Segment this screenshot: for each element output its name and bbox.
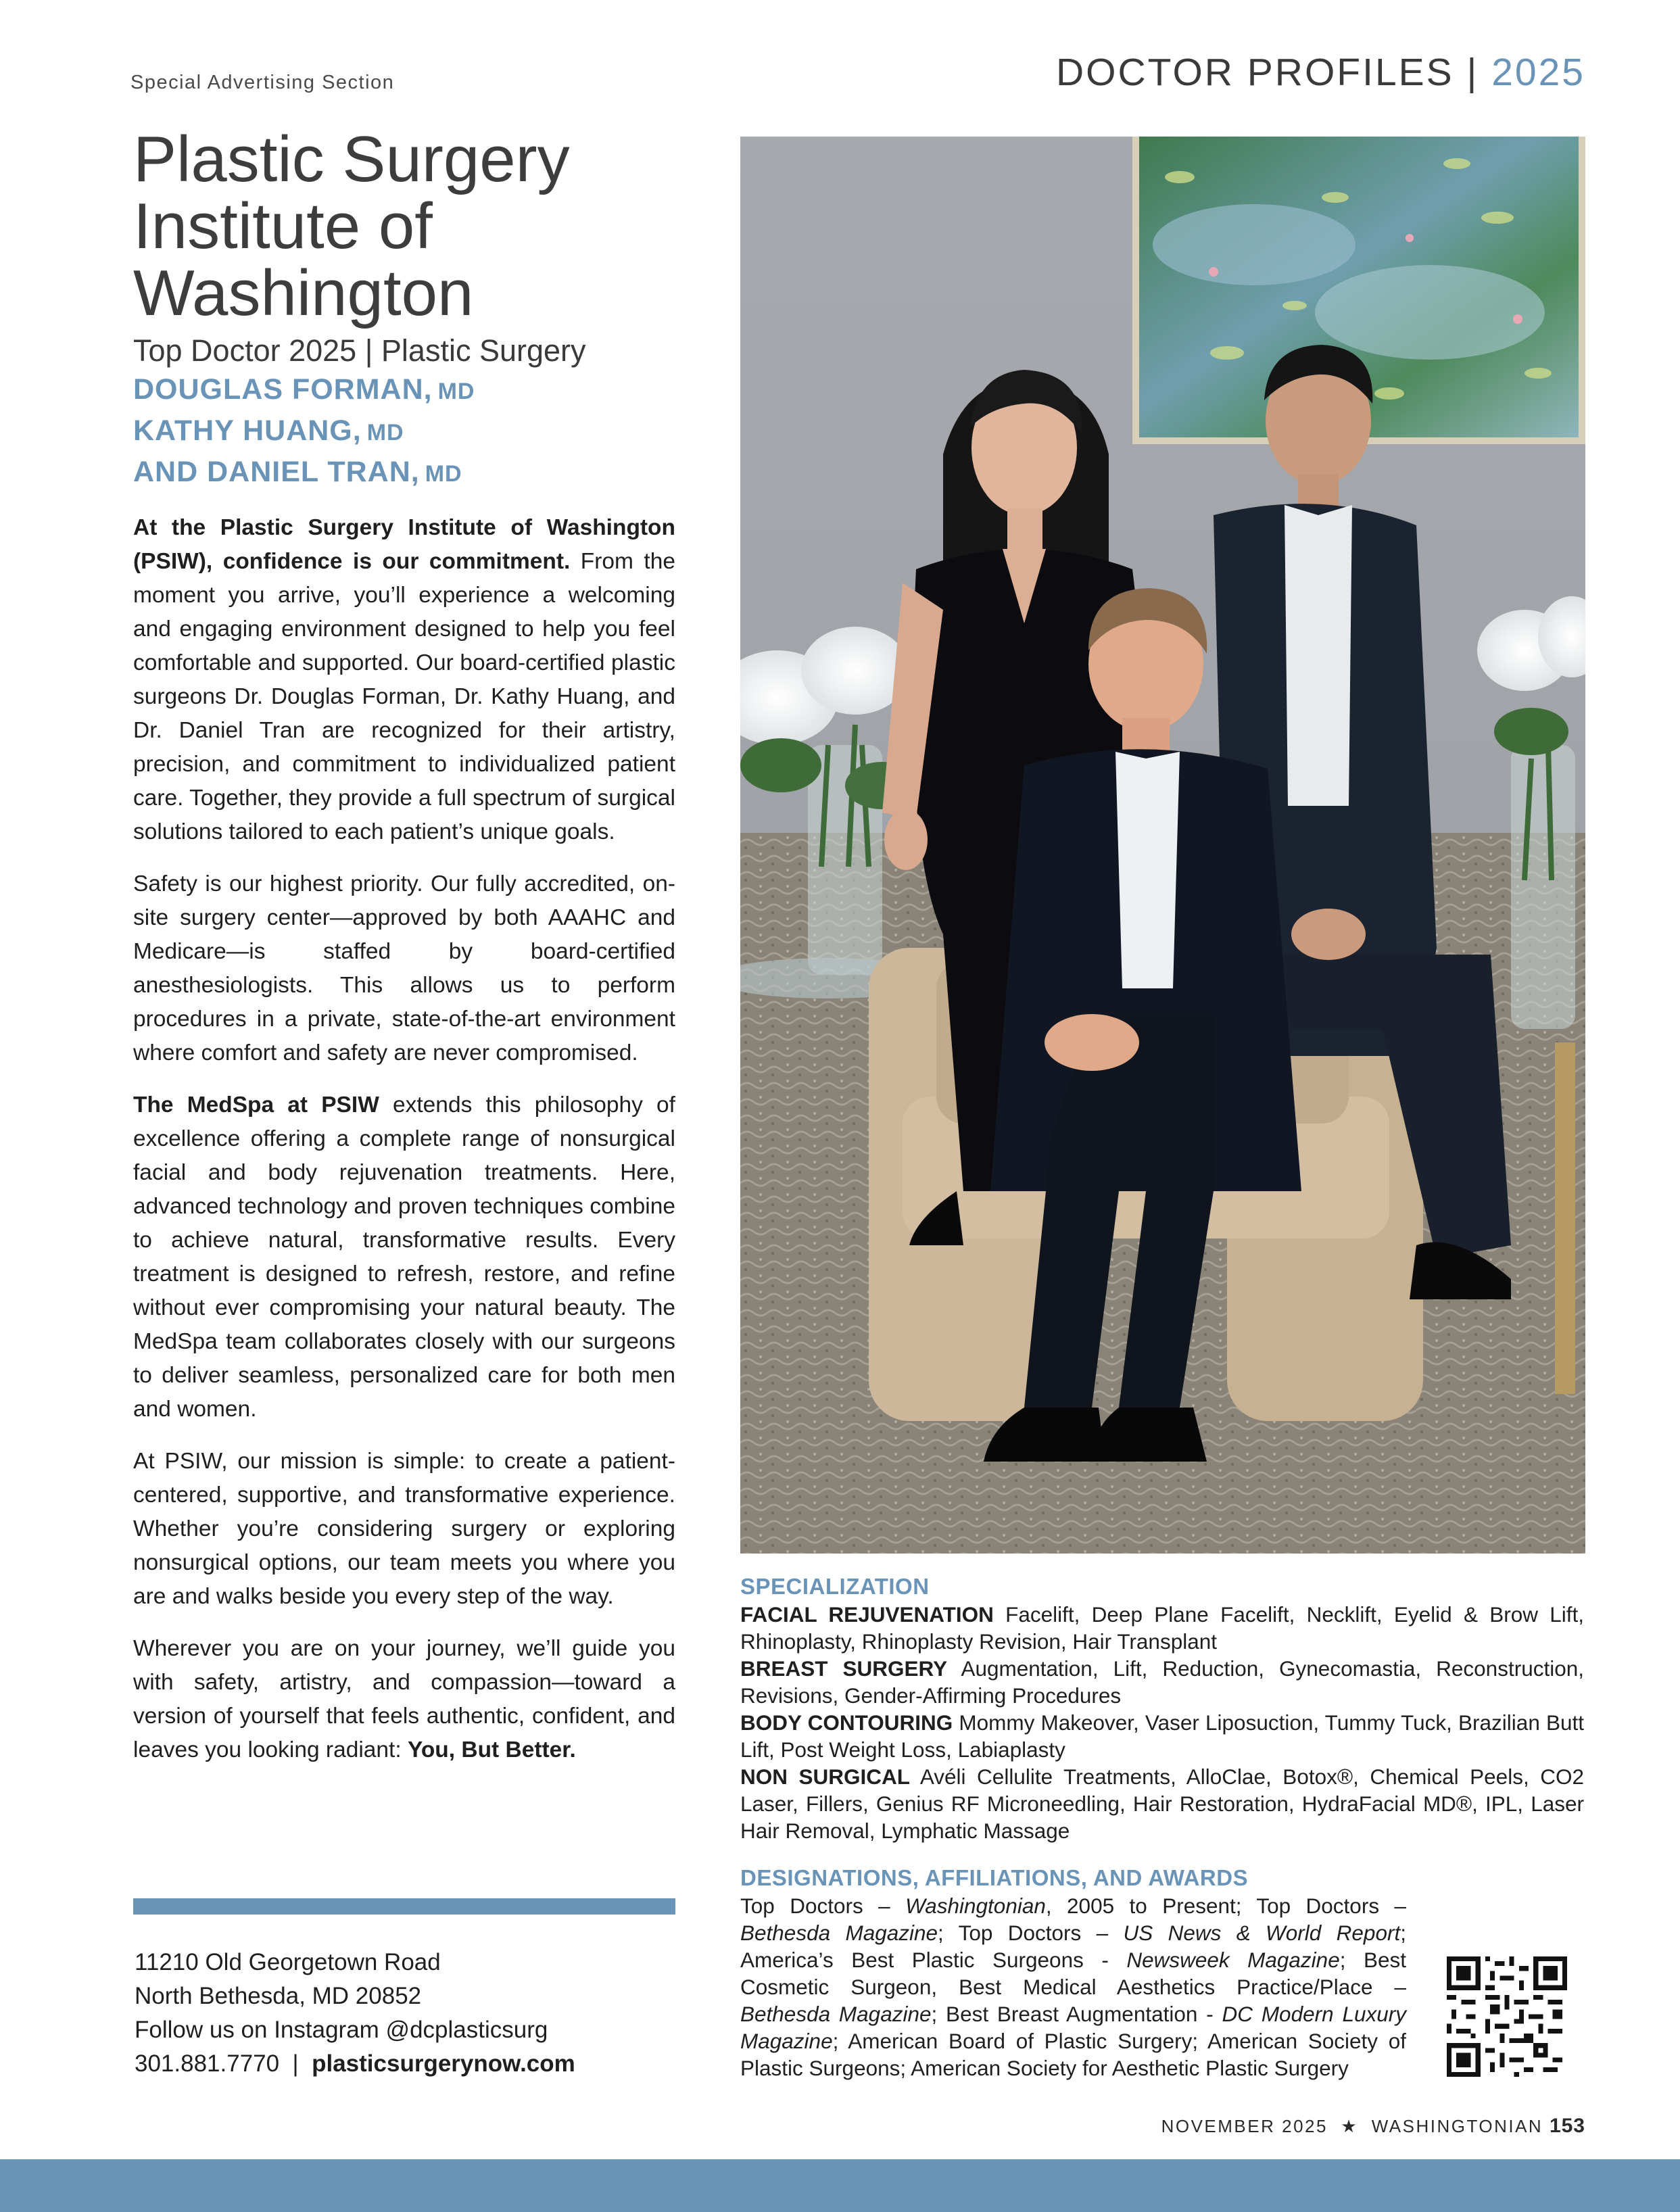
publication-name: Washingtonian [905,1894,1046,1918]
specialization-item [740,1601,1584,1655]
paragraph-lead: The MedSpa at PSIW [133,1092,379,1117]
body-paragraph [133,511,675,849]
page-number: 153 [1549,2115,1585,2137]
specialization-text: Augmentation, Lift, Reduction, Gynecomastia, Reconstruction, Revisions, Gender-Affirming Procedures [740,1656,1584,1708]
publication-name: Bethesda Magazine [740,2002,932,2026]
specialization-item [740,1655,1584,1709]
specialization-item [740,1763,1584,1844]
address-line: North Bethesda, MD 20852 [135,1983,422,2009]
designation-text: ; America’s Best Plastic Surgeons - [740,1921,1406,1972]
doctor-credential: MD [437,379,475,404]
designation-text: Top Doctors – [740,1894,906,1918]
contact-block [135,1946,575,2081]
specialization-label: BREAST SURGERY [740,1656,948,1681]
specialization-text: Avéli Cellulite Treatments, AlloClae, Botox®, Chemical Peels, CO2 Laser, Fillers, Genius RF Microneedling, Hair Restoration, HydraFacial MD®, IPL, Laser Hair Removal, Lymphatic Massage [740,1764,1584,1843]
accent-divider [133,1898,675,1915]
paragraph-text: extends this philosophy of excellence offering a complete range of nonsurgical facial and body rejuvenation treatments. Here, advanced technology and proven techniques combine to achieve natural, transformative results. Every treatment is designed to refresh, restore, and refine without ever compromising your natural beauty. The MedSpa team collaborates closely with our surgeons to deliver seamless, personalized care for both men and women. [133,1092,675,1422]
instagram-handle: Follow us on Instagram @dcplasticsurg [135,2017,548,2043]
doctor-name-text: AND DANIEL TRAN, [133,456,420,488]
specialization-item [740,1709,1584,1763]
publication-name: US News & World Report [1123,1921,1401,1945]
doctor-name [133,452,675,494]
designations-section [740,1864,1406,2082]
section-label: Special Advertising Section [130,72,395,93]
body-paragraph [133,1632,675,1767]
tagline: You, But Better. [407,1737,576,1762]
designations-text [740,1892,1406,2082]
body-paragraph: Safety is our highest priority. Our fully accredited, on-site surgery center—approved by both AAAHC and Medicare—is staffed by board-certified anesthesiologists. This allows us to perform procedures in a private, state-of-the-art environment where comfort and safety are never compromised. [133,871,675,1065]
doctors-group-photo [740,137,1585,1554]
designation-text: ; Top Doctors – [938,1921,1124,1945]
footer-accent-bar [0,2159,1680,2212]
page-header-title [1056,50,1585,95]
page-footer [1161,2115,1585,2138]
specialization-label: NON SURGICAL [740,1764,911,1789]
doctor-credential: MD [425,461,462,487]
doctor-name [133,370,675,411]
profile-subtitle: Top Doctor 2025 | Plastic Surgery [133,333,586,368]
doctor-credential: MD [366,420,404,446]
phone-number: 301.881.7770 [135,2050,280,2077]
address-line: 11210 Old Georgetown Road [135,1949,441,1975]
specialization-label: BODY CONTOURING [740,1710,953,1735]
specialization-heading: SPECIALIZATION [740,1574,930,1599]
doctor-name-text: DOUGLAS FORMAN, [133,373,433,406]
practice-title-line: Washington [133,257,474,329]
issue-date: NOVEMBER 2025 [1161,2116,1328,2136]
paragraph-lead: At the Plastic Surgery Institute of Washington (PSIW), confidence is our commitment. [133,515,675,574]
magazine-name: WASHINGTONIAN [1371,2116,1543,2136]
practice-title-line: Institute of [133,190,433,262]
practice-title-line: Plastic Surgery [133,123,570,195]
body-paragraph: At PSIW, our mission is simple: to create a patient-centered, supportive, and transformative experience. Whether you’re considering surgery or exploring nonsurgical options, our team meets you where you are and walks beside you every step of the way. [133,1449,675,1609]
paragraph-text: Wherever you are on your journey, we’ll guide you with safety, artistry, and compassion—toward a version of yourself that feels authentic, confident, and leaves you looking radiant: [133,1636,675,1762]
paragraph-text: From the moment you arrive, you’ll experience a welcoming and engaging environment designed to help you feel comfortable and supported. Our board-certified plastic surgeons Dr. Douglas Forman, Dr. Kathy Huang, and Dr. Daniel Tran are recognized for their artistry, precision, and commitment to individualized patient care. Together, they provide a full spectrum of surgical solutions tailored to each patient’s unique goals. [133,549,675,844]
designations-heading: DESIGNATIONS, AFFILIATIONS, AND AWARDS [740,1865,1249,1890]
designation-text: ; Best Cosmetic Surgeon, Best Medical Aesthetics Practice/Place – [740,1948,1406,1999]
publication-name: Bethesda Magazine [740,1921,938,1945]
specialization-label: FACIAL REJUVENATION [740,1602,994,1627]
doctor-name [133,411,675,452]
website-link[interactable]: plasticsurgerynow.com [312,2050,575,2077]
profile-column [133,123,675,1785]
contact-separator: | [279,2050,312,2077]
photo-illustration [740,137,1585,1554]
specialization-section [740,1572,1584,1844]
qr-code[interactable] [1447,1956,1567,2077]
practice-title [133,123,675,329]
designation-text: ; Best Breast Augmentation - [931,2002,1222,2026]
phone-website-line [135,2047,575,2081]
profile-body [133,511,675,1767]
header-year: 2025 [1491,51,1585,94]
header-title-text: DOCTOR PROFILES | [1056,51,1492,94]
star-icon: ★ [1341,2116,1359,2136]
doctor-name-text: KATHY HUANG, [133,414,362,447]
specialization-text: Facelift, Deep Plane Facelift, Necklift, Eyelid & Brow Lift, Rhinoplasty, Rhinoplasty Revision, Hair Transplant [740,1602,1585,1654]
body-paragraph [133,1088,675,1426]
specialization-text: Mommy Makeover, Vaser Liposuction, Tummy Tuck, Brazilian Butt Lift, Post Weight Loss, Labiaplasty [740,1710,1584,1762]
designation-text: , 2005 to Present; Top Doctors – [1045,1894,1406,1918]
designation-text: ; American Board of Plastic Surgery; American Society of Plastic Surgeons; American Society for Aesthetic Plastic Surgery [740,2029,1406,2080]
qr-code-icon [1447,1956,1567,2077]
publication-name: DC Modern Luxury Magazine [740,2002,1406,2053]
publication-name: Newsweek Magazine [1126,1948,1340,1972]
